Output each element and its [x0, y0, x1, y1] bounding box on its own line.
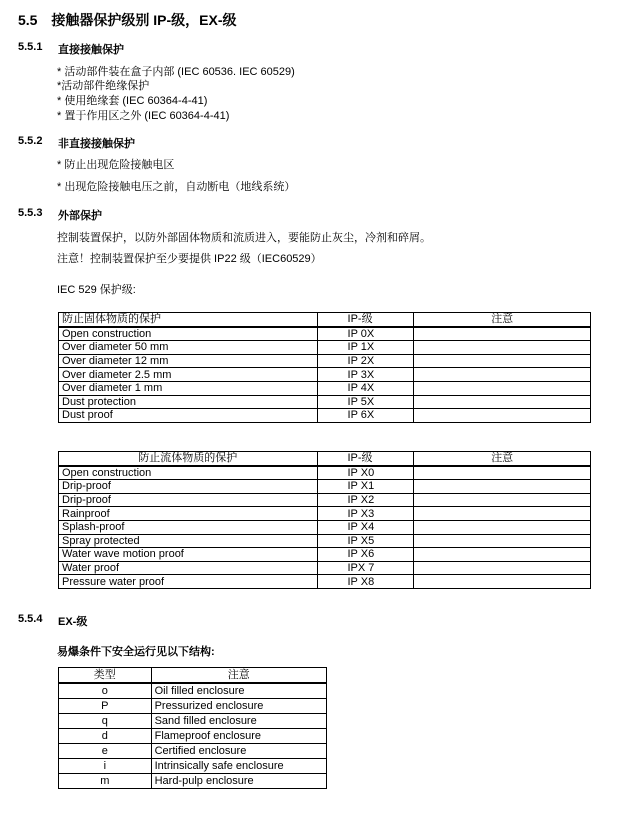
table-row — [59, 520, 591, 534]
text-line: 控制装置保护，以防外部固体物质和流质进入，要能防止灰尘，冷剂和碎屑。 — [57, 232, 431, 244]
cell-ip-class: IP 2X — [317, 354, 414, 368]
subsection-552-heading — [18, 135, 135, 150]
cell-note — [414, 368, 591, 382]
cell-ip-class: IP 5X — [317, 395, 414, 409]
cell-note: Intrinsically safe enclosure — [151, 758, 326, 773]
table-caption: 易爆条件下安全运行见以下结构: — [57, 646, 215, 658]
cell-ip-class: IP 6X — [317, 409, 414, 423]
cell-ip-class: IP X0 — [317, 466, 414, 480]
subsection-number: 5.5.2 — [18, 135, 43, 147]
text-line: *活动部件绝缘保护 — [57, 80, 150, 92]
text-line: * 防止出现危险接触电区 — [57, 159, 175, 171]
cell-note: Hard-pulp enclosure — [151, 773, 326, 788]
cell-description: Over diameter 1 mm — [59, 381, 318, 395]
cell-note — [414, 534, 591, 548]
table-header-row — [59, 313, 591, 327]
cell-description: Drip-proof — [59, 493, 318, 507]
text-line: * 活动部件装在盒子内部 (IEC 60536. IEC 60529) — [57, 66, 295, 78]
table-row — [59, 354, 591, 368]
table-row — [59, 561, 591, 575]
table-row — [59, 758, 327, 773]
cell-ip-class: IP 3X — [317, 368, 414, 382]
table-row — [59, 395, 591, 409]
header-cell: 注意 — [414, 313, 591, 327]
cell-description: Dust protection — [59, 395, 318, 409]
table-row — [59, 743, 327, 758]
cell-note — [414, 395, 591, 409]
cell-note — [414, 354, 591, 368]
cell-ip-class: IP X1 — [317, 480, 414, 494]
table-row — [59, 575, 591, 589]
cell-type: o — [59, 683, 152, 699]
section-title-text: 接触器保护级别 IP-级，EX-级 — [51, 12, 237, 28]
cell-note — [414, 381, 591, 395]
cell-ip-class: IP X6 — [317, 548, 414, 562]
text-line: * 出现危险接触电压之前，自动断电（地线系统） — [57, 181, 296, 193]
cell-type: P — [59, 698, 152, 713]
table-caption: IEC 529 保护级: — [57, 284, 136, 296]
cell-note — [414, 409, 591, 423]
cell-description: Drip-proof — [59, 480, 318, 494]
cell-description: Spray protected — [59, 534, 318, 548]
subsection-title: 直接接触保护 — [58, 44, 124, 56]
text-line: * 使用绝缘套 (IEC 60364-4-41) — [57, 95, 208, 107]
cell-note — [414, 561, 591, 575]
cell-description: Over diameter 50 mm — [59, 341, 318, 355]
table-row — [59, 507, 591, 521]
header-cell: 类型 — [59, 668, 152, 683]
section-number: 5.5 — [18, 12, 38, 28]
table-row — [59, 548, 591, 562]
text-line: 注意！控制装置保护至少要提供 IP22 级（IEC60529） — [57, 253, 322, 265]
table-row — [59, 534, 591, 548]
cell-description: Splash-proof — [59, 520, 318, 534]
cell-description: Open construction — [59, 466, 318, 480]
cell-note: Certified enclosure — [151, 743, 326, 758]
solid-protection-table — [58, 312, 591, 423]
cell-type: m — [59, 773, 152, 788]
cell-note — [414, 575, 591, 589]
subsection-title: 非直接接触保护 — [58, 138, 135, 150]
ex-class-table — [58, 667, 327, 789]
cell-description: Water wave motion proof — [59, 548, 318, 562]
cell-note — [414, 507, 591, 521]
cell-type: e — [59, 743, 152, 758]
table-header-row — [59, 452, 591, 466]
cell-note: Flameproof enclosure — [151, 728, 326, 743]
subsection-title: EX-级 — [58, 616, 88, 628]
section-title — [18, 10, 236, 30]
table-row — [59, 341, 591, 355]
cell-ip-class: IP 0X — [317, 327, 414, 341]
cell-ip-class: IP X5 — [317, 534, 414, 548]
cell-ip-class: IP X3 — [317, 507, 414, 521]
subsection-title: 外部保护 — [58, 210, 102, 222]
subsection-553-heading — [18, 207, 102, 222]
subsection-number: 5.5.4 — [18, 613, 43, 625]
header-cell: IP-级 — [317, 313, 414, 327]
cell-note — [414, 466, 591, 480]
table-header-row — [59, 668, 327, 683]
cell-ip-class: IP X8 — [317, 575, 414, 589]
header-cell: 防止固体物质的保护 — [59, 313, 318, 327]
header-cell: 注意 — [151, 668, 326, 683]
text-line: * 置于作用区之外 (IEC 60364-4-41) — [57, 110, 230, 122]
cell-description: Over diameter 12 mm — [59, 354, 318, 368]
cell-type: d — [59, 728, 152, 743]
cell-type: q — [59, 713, 152, 728]
table-row — [59, 480, 591, 494]
table-row — [59, 773, 327, 788]
table-row — [59, 381, 591, 395]
cell-description: Pressure water proof — [59, 575, 318, 589]
table-row — [59, 698, 327, 713]
table-row — [59, 713, 327, 728]
subsection-554-heading — [18, 613, 88, 628]
table-row — [59, 327, 591, 341]
cell-note — [414, 341, 591, 355]
cell-description: Dust proof — [59, 409, 318, 423]
subsection-551-heading — [18, 41, 124, 56]
header-cell: 注意 — [414, 452, 591, 466]
cell-ip-class: IP 1X — [317, 341, 414, 355]
table-row — [59, 409, 591, 423]
subsection-number: 5.5.3 — [18, 207, 43, 219]
cell-type: i — [59, 758, 152, 773]
cell-note: Oil filled enclosure — [151, 683, 326, 699]
table-row — [59, 683, 327, 699]
cell-description: Open construction — [59, 327, 318, 341]
cell-description: Rainproof — [59, 507, 318, 521]
table-row — [59, 493, 591, 507]
cell-ip-class: IP 4X — [317, 381, 414, 395]
cell-note — [414, 327, 591, 341]
cell-note — [414, 480, 591, 494]
header-cell: IP-级 — [317, 452, 414, 466]
subsection-number: 5.5.1 — [18, 41, 43, 53]
cell-description: Over diameter 2.5 mm — [59, 368, 318, 382]
cell-ip-class: IP X4 — [317, 520, 414, 534]
table-row — [59, 368, 591, 382]
cell-note: Sand filled enclosure — [151, 713, 326, 728]
cell-note — [414, 520, 591, 534]
table-row — [59, 466, 591, 480]
liquid-protection-table — [58, 451, 591, 589]
cell-description: Water proof — [59, 561, 318, 575]
table-row — [59, 728, 327, 743]
cell-note: Pressurized enclosure — [151, 698, 326, 713]
cell-note — [414, 493, 591, 507]
header-cell: 防止流体物质的保护 — [59, 452, 318, 466]
cell-ip-class: IPX 7 — [317, 561, 414, 575]
cell-ip-class: IP X2 — [317, 493, 414, 507]
cell-note — [414, 548, 591, 562]
